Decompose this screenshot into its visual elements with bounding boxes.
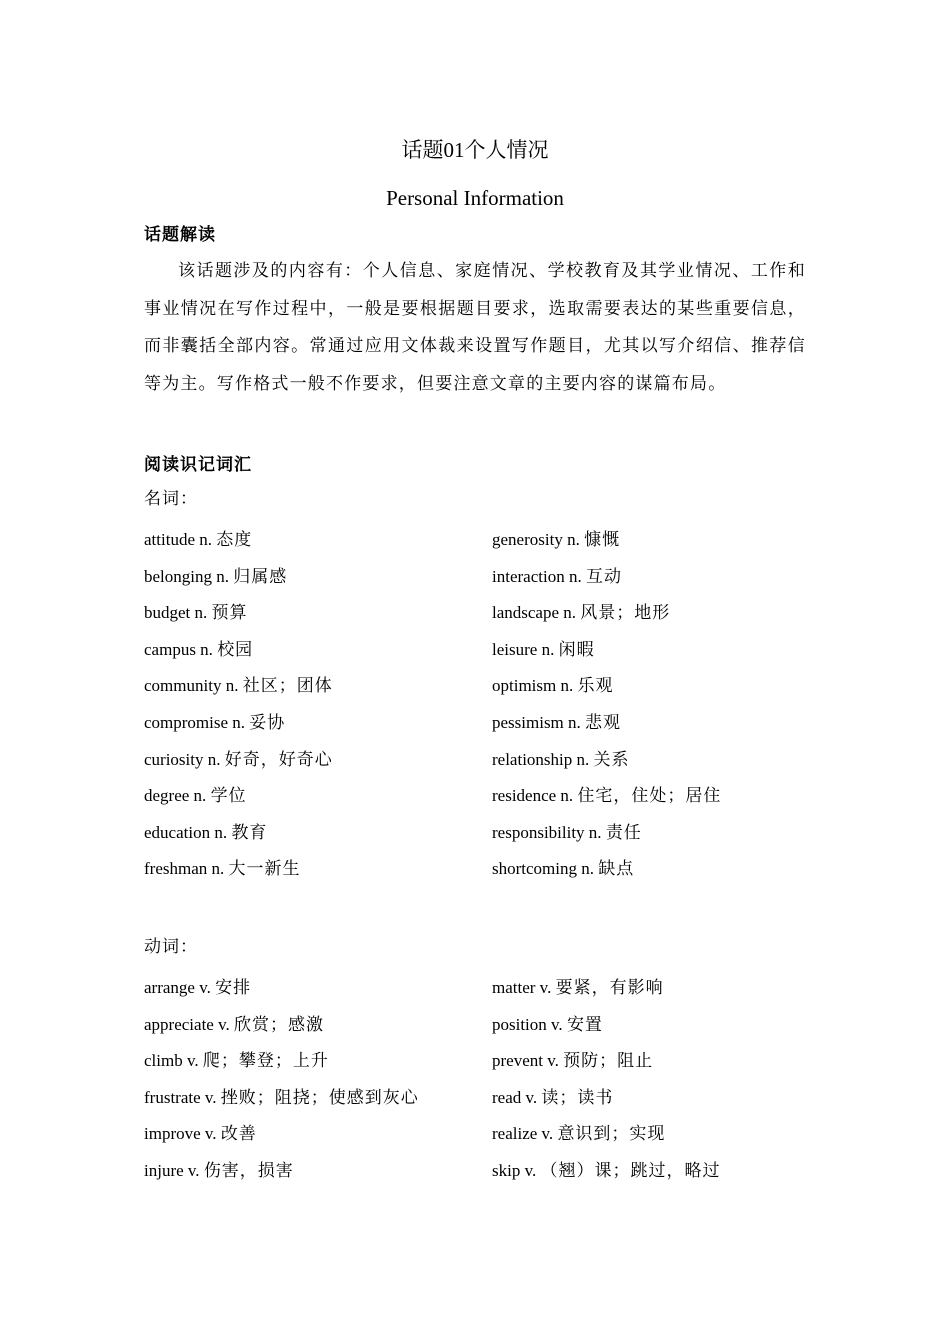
vocab-entry bbox=[144, 778, 492, 815]
vocab-entry bbox=[492, 1153, 806, 1190]
vocab-entry bbox=[144, 632, 492, 669]
vocab-word: climb v. bbox=[144, 1051, 199, 1071]
vocab-word: residence n. bbox=[492, 786, 574, 806]
vocab-meaning: 风景；地形 bbox=[580, 603, 671, 623]
vocab-entry bbox=[492, 742, 806, 779]
vocab-word: position v. bbox=[492, 1014, 563, 1034]
nouns-list bbox=[144, 522, 806, 888]
vocab-entry bbox=[144, 1116, 492, 1153]
vocab-entry bbox=[492, 1043, 806, 1080]
vocab-entry bbox=[492, 778, 806, 815]
vocab-entry bbox=[144, 970, 492, 1007]
topic-intro-paragraph: 该话题涉及的内容有：个人信息、家庭情况、学校教育及其学业情况、工作和事业情况在写作过程中，一般是要根据题目要求，选取需要表达的某些重要信息，而非囊括全部内容。常通过应用文体裁来设置写作题目，尤其以写介绍信、推荐信等为主。写作格式一般不作要求，但要注意文章的主要内容的谋篇布局。 bbox=[144, 261, 806, 393]
vocab-entry bbox=[492, 851, 806, 888]
vocab-meaning: 妥协 bbox=[249, 712, 286, 732]
vocab-word: generosity n. bbox=[492, 530, 580, 549]
vocab-entry bbox=[144, 815, 492, 852]
vocab-word: community n. bbox=[144, 676, 239, 696]
vocab-meaning: 住宅，住处；居住 bbox=[577, 786, 722, 806]
vocab-meaning: 预防；阻止 bbox=[563, 1051, 654, 1071]
vocab-meaning: 归属感 bbox=[233, 566, 288, 586]
vocab-meaning: 挫败；阻挠；使感到灰心 bbox=[220, 1087, 419, 1107]
vocab-word: matter v. bbox=[492, 977, 552, 997]
vocab-word: interaction n. bbox=[492, 566, 582, 586]
vocab-entry bbox=[492, 1116, 806, 1153]
vocab-word: attitude n. bbox=[144, 530, 212, 549]
vocab-meaning: 安排 bbox=[215, 977, 252, 997]
vocab-meaning: 欣赏；感激 bbox=[233, 1014, 324, 1034]
vocab-meaning: （翘）课；跳过，略过 bbox=[540, 1160, 721, 1180]
vocab-meaning: 态度 bbox=[216, 530, 253, 549]
vocab-meaning: 悲观 bbox=[585, 712, 622, 732]
vocab-entry bbox=[144, 851, 492, 888]
vocab-entry bbox=[144, 1007, 492, 1044]
vocab-meaning: 乐观 bbox=[577, 676, 614, 696]
vocab-word: shortcoming n. bbox=[492, 859, 594, 879]
vocab-word: injure v. bbox=[144, 1160, 200, 1180]
vocab-meaning: 教育 bbox=[231, 822, 268, 842]
vocab-word: skip v. bbox=[492, 1160, 537, 1180]
vocab-entry bbox=[492, 815, 806, 852]
vocab-word: arrange v. bbox=[144, 977, 211, 997]
vocab-entry bbox=[144, 595, 492, 632]
vocab-word: improve v. bbox=[144, 1124, 217, 1144]
vocab-word: appreciate v. bbox=[144, 1014, 230, 1034]
vocab-word: frustrate v. bbox=[144, 1087, 217, 1107]
vocab-word: pessimism n. bbox=[492, 712, 581, 732]
vocab-meaning: 慷慨 bbox=[584, 530, 621, 549]
verbs-label: 动词： bbox=[144, 936, 198, 956]
vocab-word: responsibility n. bbox=[492, 822, 602, 842]
vocab-entry bbox=[144, 668, 492, 705]
page-title-english: Personal Information bbox=[386, 186, 564, 210]
vocab-word: compromise n. bbox=[144, 712, 246, 732]
vocab-word: curiosity n. bbox=[144, 749, 221, 769]
vocab-entry bbox=[144, 1153, 492, 1190]
vocab-entry bbox=[144, 1043, 492, 1080]
vocab-word: freshman n. bbox=[144, 859, 225, 879]
vocab-word: landscape n. bbox=[492, 603, 577, 623]
vocab-word: campus n. bbox=[144, 639, 213, 659]
verbs-list bbox=[144, 970, 806, 1190]
vocab-entry bbox=[492, 970, 806, 1007]
vocab-meaning: 伤害，损害 bbox=[203, 1160, 294, 1180]
vocab-entry bbox=[492, 1007, 806, 1044]
vocab-meaning: 闲暇 bbox=[558, 639, 595, 659]
document-page bbox=[144, 130, 806, 1190]
vocab-meaning: 责任 bbox=[605, 822, 642, 842]
vocab-word: leisure n. bbox=[492, 639, 555, 659]
vocabulary-heading: 阅读识记词汇 bbox=[144, 455, 252, 474]
topic-intro-heading: 话题解读 bbox=[144, 225, 216, 244]
vocab-entry bbox=[492, 595, 806, 632]
vocab-entry bbox=[144, 742, 492, 779]
page-title-chinese: 话题01个人情况 bbox=[401, 138, 549, 162]
vocab-meaning: 校园 bbox=[217, 639, 254, 659]
vocab-entry bbox=[492, 632, 806, 669]
vocab-meaning: 读；读书 bbox=[541, 1087, 614, 1107]
vocab-entry bbox=[144, 559, 492, 596]
vocab-entry bbox=[144, 522, 492, 559]
vocab-word: realize v. bbox=[492, 1124, 554, 1144]
vocab-entry bbox=[144, 1080, 492, 1117]
vocab-word: belonging n. bbox=[144, 566, 229, 586]
vocab-word: budget n. bbox=[144, 603, 208, 623]
vocab-entry bbox=[492, 705, 806, 742]
vocab-entry bbox=[492, 559, 806, 596]
vocab-word: degree n. bbox=[144, 786, 207, 806]
vocab-meaning: 安置 bbox=[566, 1014, 603, 1034]
vocab-entry bbox=[492, 1080, 806, 1117]
vocab-meaning: 改善 bbox=[220, 1124, 257, 1144]
vocab-entry bbox=[492, 668, 806, 705]
vocab-meaning: 意识到；实现 bbox=[557, 1124, 666, 1144]
vocab-meaning: 缺点 bbox=[598, 859, 635, 879]
vocab-meaning: 学位 bbox=[210, 786, 247, 806]
vocab-meaning: 好奇，好奇心 bbox=[224, 749, 333, 769]
vocab-word: education n. bbox=[144, 822, 228, 842]
vocab-meaning: 社区；团体 bbox=[242, 676, 333, 696]
vocab-word: prevent v. bbox=[492, 1051, 559, 1071]
vocab-word: optimism n. bbox=[492, 676, 574, 696]
vocab-meaning: 大一新生 bbox=[228, 859, 301, 879]
vocab-entry bbox=[492, 522, 806, 559]
vocab-entry bbox=[144, 705, 492, 742]
vocab-word: read v. bbox=[492, 1087, 538, 1107]
vocab-meaning: 要紧，有影响 bbox=[555, 977, 664, 997]
vocab-meaning: 预算 bbox=[211, 603, 248, 623]
vocab-meaning: 互动 bbox=[585, 566, 622, 586]
nouns-label: 名词： bbox=[144, 489, 198, 508]
vocab-meaning: 爬；攀登；上升 bbox=[202, 1051, 329, 1071]
vocab-word: relationship n. bbox=[492, 749, 590, 769]
vocab-meaning: 关系 bbox=[593, 749, 630, 769]
